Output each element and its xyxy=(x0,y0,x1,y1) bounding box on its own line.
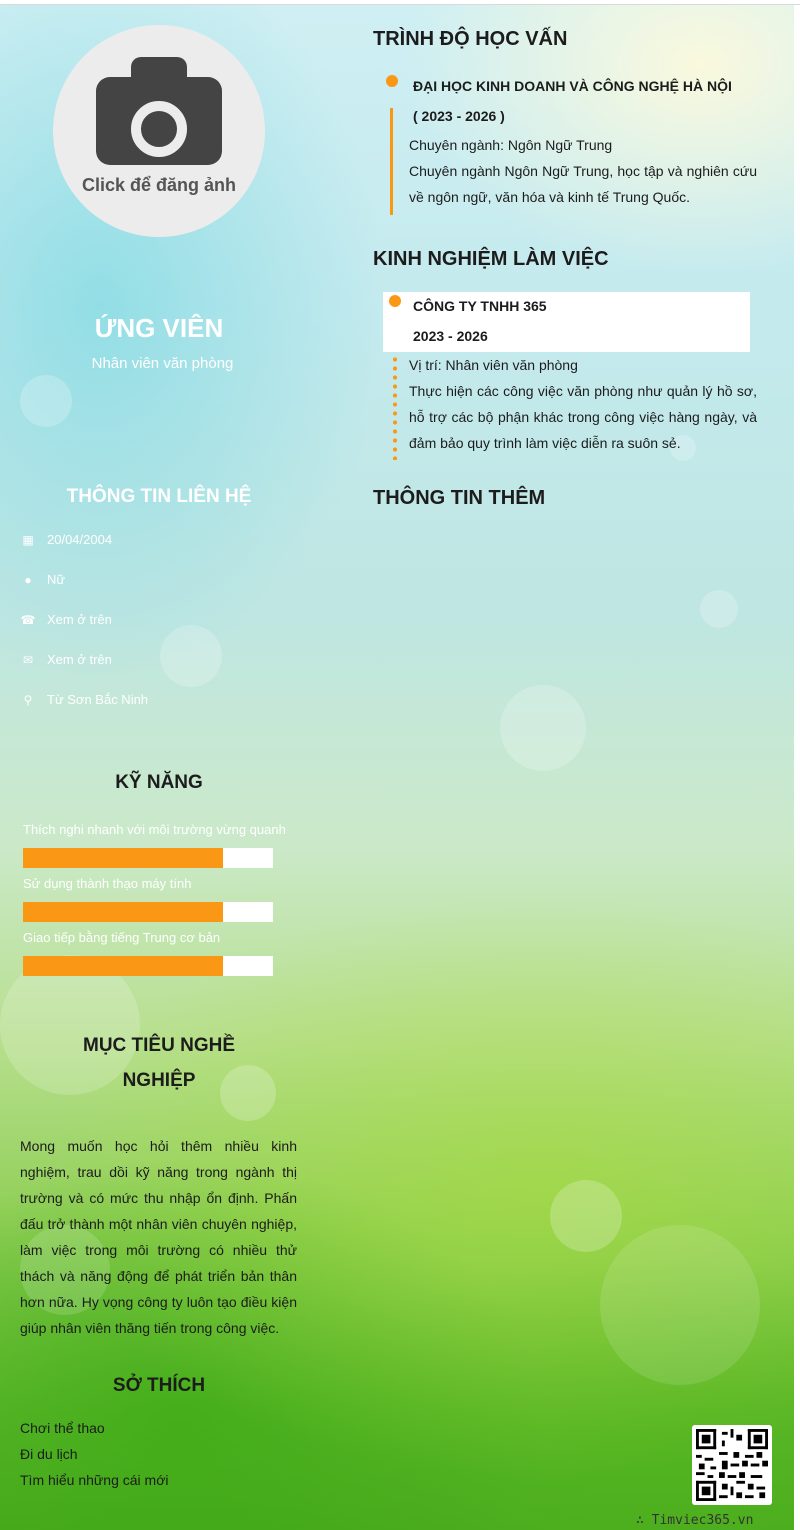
avatar-upload-label: Click để đăng ảnh xyxy=(81,175,237,195)
camera-icon-lens xyxy=(131,101,187,157)
timeline-dotted-line xyxy=(393,355,397,460)
hobbies-heading: SỞ THÍCH xyxy=(112,1375,206,1396)
skill-bar-fill xyxy=(23,848,223,868)
skills-heading: KỸ NĂNG xyxy=(115,772,203,793)
skill-bar xyxy=(23,956,273,976)
contact-address-text: Từ Sơn Bắc Ninh xyxy=(47,692,149,707)
education-major: Chuyên ngành: Ngôn Ngữ Trung xyxy=(409,137,613,153)
skill-name: Thích nghi nhanh với môi trường vừng quanh xyxy=(23,822,286,837)
bokeh-bubble xyxy=(600,1225,760,1385)
contact-birthday-text: 20/04/2004 xyxy=(47,532,113,547)
experience-heading: KINH NGHIỆM LÀM VIỆC xyxy=(373,248,609,270)
experience-description: Thực hiện các công việc văn phòng như quản lý hồ sơ, hỗ trợ các bộ phận khác trong công việc hàng ngày, và đảm bảo quy trình làm việc diễn ra suôn sẻ. xyxy=(409,383,757,451)
skill-bar-fill xyxy=(23,956,223,976)
brand-watermark: ∴ Timviec365.vn xyxy=(636,1513,754,1528)
avatar-upload[interactable] xyxy=(53,25,265,237)
contact-phone-text: Xem ở trên xyxy=(47,612,112,627)
hobby-item: Đi du lịch xyxy=(20,1446,78,1462)
education-heading: TRÌNH ĐỘ HỌC VẤN xyxy=(373,28,568,50)
email-icon: ✉ xyxy=(22,653,34,667)
candidate-position: Nhân viên văn phòng xyxy=(91,355,234,372)
calendar-icon: ▦ xyxy=(22,533,34,547)
timeline-line xyxy=(390,108,393,215)
qr-code xyxy=(692,1425,772,1505)
contact-heading: THÔNG TIN LIÊN HỆ xyxy=(66,486,252,507)
experience-role: Vị trí: Nhân viên văn phòng xyxy=(409,357,578,373)
bokeh-bubble xyxy=(500,685,586,771)
objective-heading-line2: NGHIỆP xyxy=(122,1070,196,1091)
bokeh-bubble xyxy=(20,375,72,427)
phone-icon: ☎ xyxy=(20,613,36,627)
education-school: ĐẠI HỌC KINH DOANH VÀ CÔNG NGHỆ HÀ NỘI xyxy=(413,78,732,94)
skill-name: Sử dụng thành thạo máy tính xyxy=(23,876,192,891)
contact-email-text: Xem ở trên xyxy=(47,652,112,667)
bokeh-bubble xyxy=(550,1180,622,1252)
bokeh-bubble xyxy=(160,625,222,687)
extra-info-heading: THÔNG TIN THÊM xyxy=(373,487,546,509)
skill-bar-fill xyxy=(23,902,223,922)
skill-bar xyxy=(23,848,273,868)
skill-name: Giao tiếp bằng tiếng Trung cơ bản xyxy=(23,930,221,945)
map-marker-icon: ⚲ xyxy=(23,693,33,707)
user-icon: ● xyxy=(24,573,32,587)
bokeh-bubble xyxy=(700,590,738,628)
objective-heading-line1: MỤC TIÊU NGHỀ xyxy=(83,1035,235,1056)
skill-bar xyxy=(23,902,273,922)
hobby-item: Chơi thể thao xyxy=(20,1420,105,1436)
experience-company: CÔNG TY TNHH 365 xyxy=(413,298,547,314)
experience-time: 2023 - 2026 xyxy=(413,328,488,344)
contact-gender-text: Nữ xyxy=(47,572,66,587)
cv-page xyxy=(0,5,794,1530)
qr-code-image xyxy=(696,1429,768,1501)
objective-text: Mong muốn học hỏi thêm nhiều kinh nghiệm, trau dồi kỹ năng trong ngành thị trường và có mức thu nhập ổn định. Phấn đấu trở thành một nhân viên chuyên nghiệp, làm việc trong môi trường có nhiều thử thách và năng động để phát triển bản thân hơn nữa. Hy vọng công ty luôn tạo điều kiện giúp nhân viên thăng tiến trong công việc. xyxy=(20,1138,297,1336)
education-description: Chuyên ngành Ngôn Ngữ Trung, học tập và nghiên cứu về ngôn ngữ, văn hóa và kinh tế Trung Quốc. xyxy=(409,163,757,205)
education-time: ( 2023 - 2026 ) xyxy=(413,108,505,124)
timeline-dot xyxy=(389,295,401,307)
timeline-dot xyxy=(386,75,398,87)
candidate-name: ỨNG VIÊN xyxy=(94,313,224,343)
hobby-item: Tìm hiểu những cái mới xyxy=(20,1472,169,1488)
